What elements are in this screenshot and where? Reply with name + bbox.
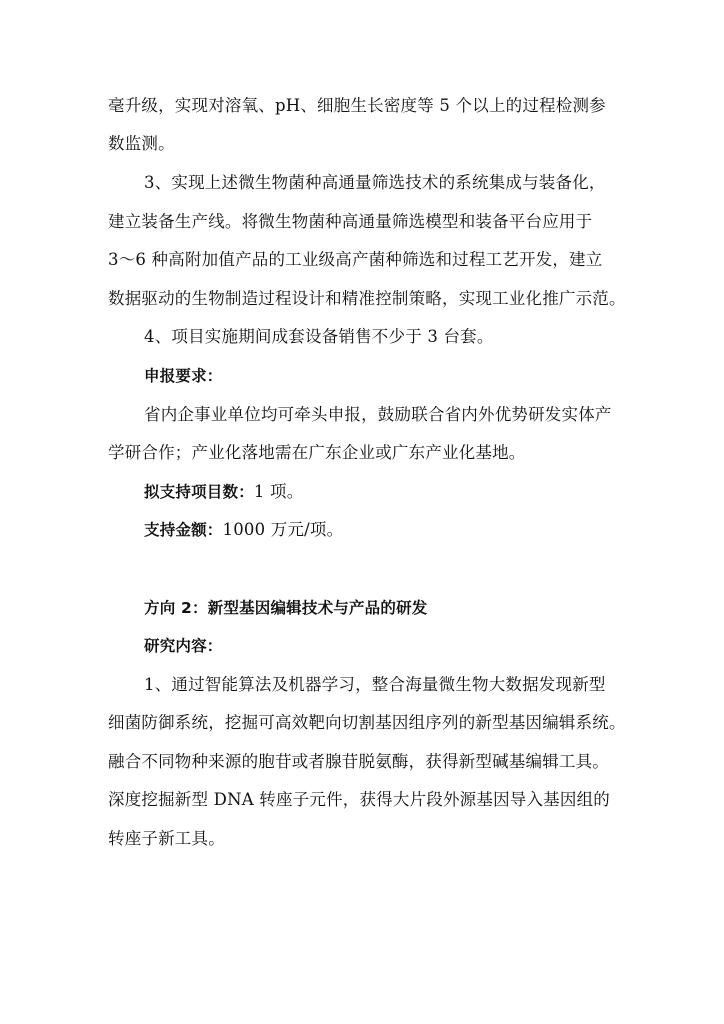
paragraph-line: 细菌防御系统，挖掘可高效靶向切割基因组序列的新型基因编辑系统。 xyxy=(108,713,626,732)
paragraph-line: 数据驱动的生物制造过程设计和精准控制策略，实现工业化推广示范。 xyxy=(108,289,626,308)
paragraph-line: 1、通过智能算法及机器学习，整合海量微生物大数据发现新型 xyxy=(144,675,606,694)
projects-count-value: 1 项。 xyxy=(253,482,304,501)
paragraph-line: 建立装备生产线。将微生物菌种高通量筛选模型和装备平台应用于 xyxy=(108,212,593,231)
paragraph-line: 3、实现上述微生物菌种高通量筛选技术的系统集成与装备化， xyxy=(144,173,606,192)
paragraph-line: 省内企事业单位均可牵头申报，鼓励联合省内外优势研发实体产 xyxy=(144,405,612,424)
paragraph-line: 数监测。 xyxy=(108,134,175,153)
paragraph-line: 转座子新工具。 xyxy=(108,829,225,848)
paragraph-line: 融合不同物种来源的胞苷或者腺苷脱氨酶，获得新型碱基编辑工具。 xyxy=(108,752,609,771)
direction-heading: 方向 2：新型基因编辑技术与产品的研发 xyxy=(144,599,428,617)
paragraph-line: 深度挖掘新型 DNA 转座子元件，获得大片段外源基因导入基因组的 xyxy=(108,790,610,809)
section-heading: 申报要求： xyxy=(144,367,223,385)
projects-count-line xyxy=(144,482,303,502)
paragraph-line: 4、项目实施期间成套设备销售不少于 3 台套。 xyxy=(144,327,494,346)
funding-value: 1000 万元/项。 xyxy=(222,520,344,539)
research-heading: 研究内容： xyxy=(144,637,223,655)
projects-count-label: 拟支持项目数： xyxy=(144,483,254,501)
funding-line xyxy=(144,520,343,540)
paragraph-line: 学研合作；产业化落地需在广东企业或广东产业化基地。 xyxy=(108,443,526,462)
paragraph-line: 毫升级，实现对溶氧、pH、细胞生长密度等 5 个以上的过程检测参 xyxy=(108,96,606,115)
paragraph-line: 3～6 种高附加值产品的工业级高产菌种筛选和过程工艺开发，建立 xyxy=(108,250,603,269)
funding-label: 支持金额： xyxy=(144,521,223,539)
